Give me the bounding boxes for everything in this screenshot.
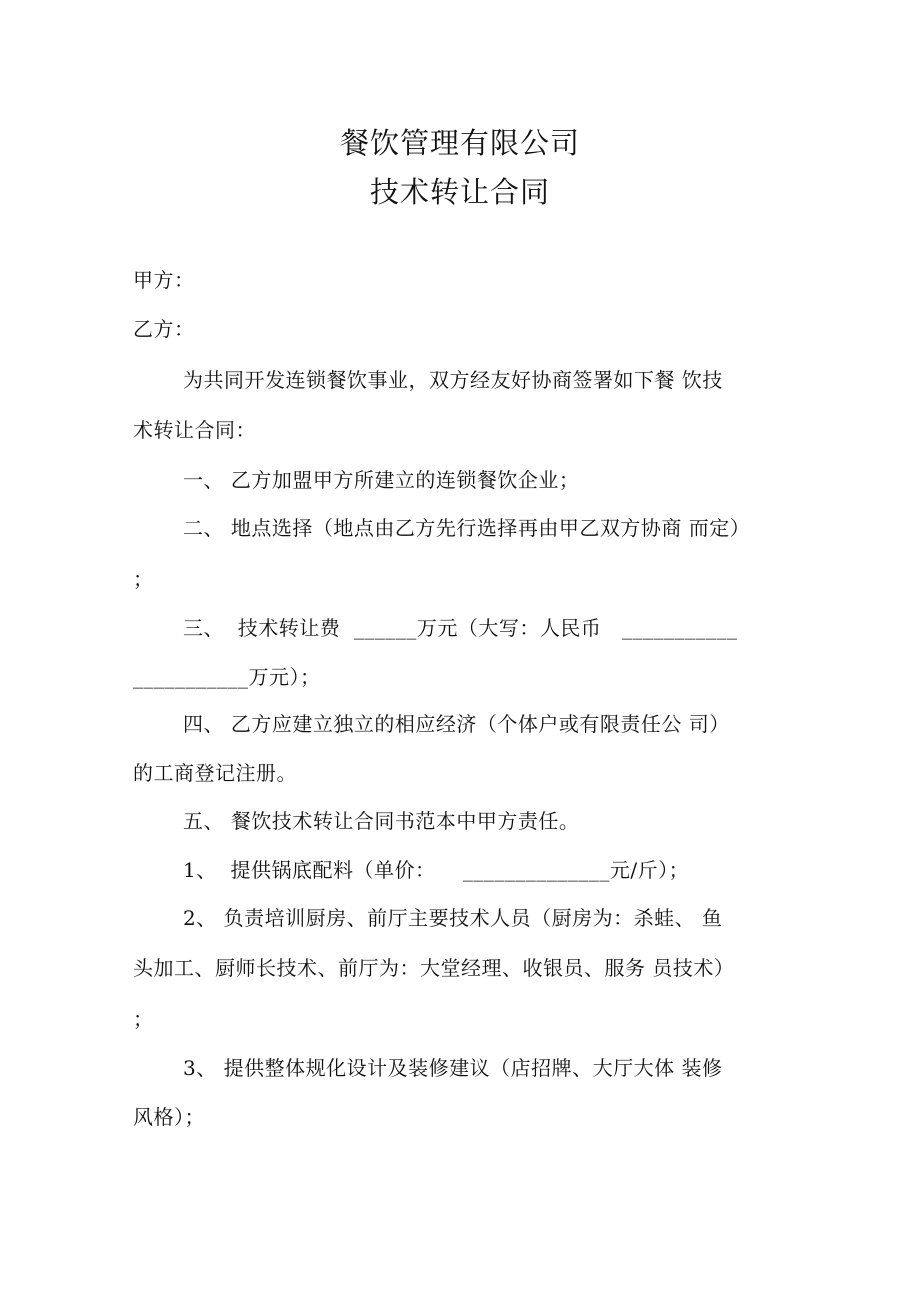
clause-1: 一、 乙方加盟甲方所建立的连锁餐饮企业；	[183, 468, 580, 492]
item-1: 1、 提供锅底配料（单价： ______________元/斤）；	[183, 858, 690, 882]
clause-3-line-2: ___________万元）；	[133, 665, 321, 689]
company-title: 餐饮管理有限公司	[339, 126, 580, 160]
party-a-line: 甲方：	[133, 268, 195, 292]
intro-line-1: 为共同开发连锁餐饮事业，双方经友好协商签署如下餐 饮技	[183, 368, 723, 392]
clause-2-line-2: ；	[133, 567, 154, 591]
intro-line-2: 术转让合同：	[133, 418, 256, 442]
item-2-line-1: 2、 负责培训厨房、前厅主要技术人员（厨房为：杀蛙、 鱼	[183, 906, 723, 930]
clause-3-line-1: 三、 技术转让费 ______万元（大写：人民币 ___________	[183, 616, 738, 640]
contract-title: 技术转让合同	[369, 175, 550, 209]
clause-4-line-1: 四、 乙方应建立独立的相应经济（个体户或有限责任公 司）	[183, 712, 730, 736]
clause-4-line-2: 的工商登记注册。	[133, 761, 297, 785]
item-3-line-2: 风格）；	[133, 1105, 205, 1129]
party-b-line: 乙方：	[133, 317, 195, 341]
item-2-line-2: 头加工、厨师长技术、前厅为：大堂经理、收银员、服务 员技术）	[133, 956, 735, 980]
clause-5: 五、 餐饮技术转让合同书范本中甲方责任。	[183, 809, 580, 833]
item-3-line-1: 3、 提供整体规化设计及装修建议（店招牌、大厅大体 装修	[183, 1056, 723, 1080]
item-2-line-3: ；	[133, 1007, 154, 1031]
clause-2-line-1: 二、 地点选择（地点由乙方先行选择再由甲乙双方协商 而定）	[183, 516, 751, 540]
